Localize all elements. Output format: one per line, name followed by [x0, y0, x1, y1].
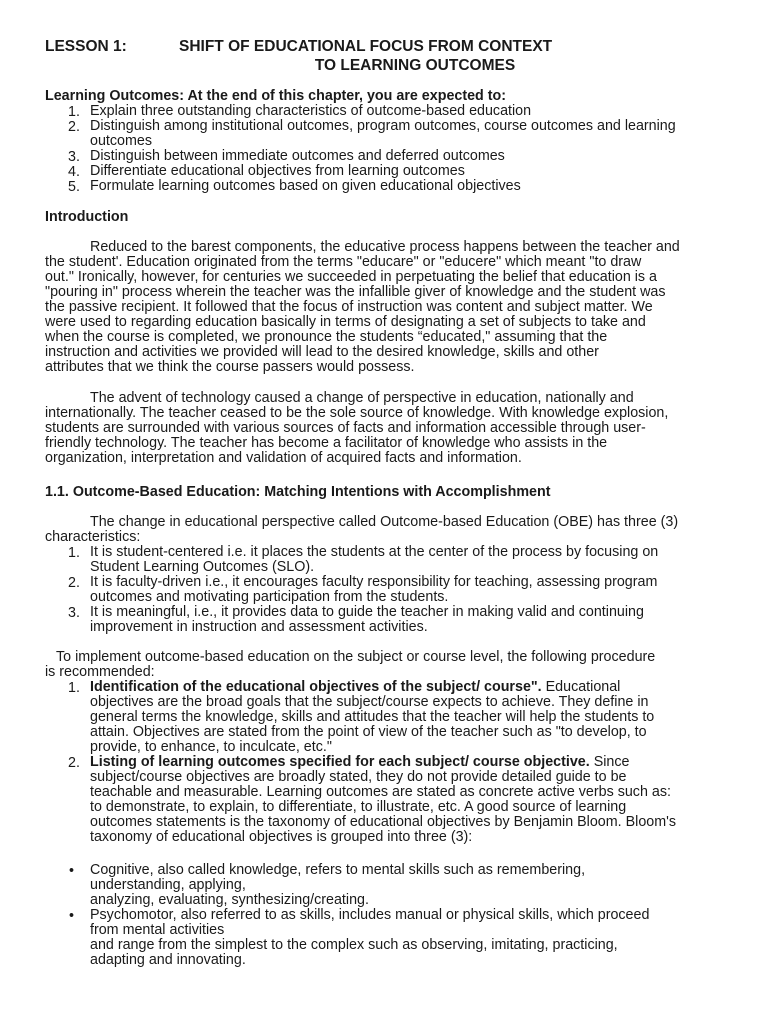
obe-section: 1.1. Outcome-Based Education: Matching Intentions with Accomplishment The change in educational perspective called Outcome-based Education (OBE) has three (3) characteristics: 1. It is student-centered i.e. it places the students at the center of the process by focusing on Student Learning Outcomes (SLO). 2. It is faculty-driven i.e., it encourages faculty responsibility for teaching, assessing program outcomes and motivating participation from the students. 3. It is meaningful, i.e., it provides data to guide the teacher in making valid and continuing improvement in instruction and assessment activities. To implement outcome-based education on the subject or course level, the following procedure is recommended: 1. Identification of the educational objectives of the subject/ course". Educational objectives are the broad goals that the subject/course expects to achieve. They define in general terms the knowledge, skills and attitudes that the teacher will help the students to attain. Objectives are stated from the point of view of the teacher such as "to develop, to provide, to enhance, to inculcate, etc." 2. Listing of learning outcomes specified for each subject/ course objective. Since subject/course objectives are broadly stated, they do not provide detailed guide to be teachable and measurable. Learning outcomes are stated as concrete active verbs such as: to demonstrate, to explain, to differentiate, to illustrate, etc. A good source of learning outcomes statements is the taxonomy of educational objectives by Benjamin Bloom. Bloom's taxonomy of educational objectives is grouped into three (3): • Cognitive, also called knowledge, refers to mental skills such as remembering, understanding, applying, analyzing, evaluating, synthesizing/creating. • Psychomotor, also referred to as skills, includes manual or physical skills, which proceed from mental activities and range from the simplest to the complex such as observing, imitating, practicing, adapting and innovating. [45, 485, 735, 968]
list-item: 3. Distinguish between immediate outcomes and deferred outcomes [68, 148, 505, 165]
learning-outcomes-section [45, 89, 735, 194]
lesson-title [45, 37, 735, 75]
bullet-icon: • [69, 863, 75, 879]
obe-intro: The change in educational perspective called Outcome-based Education (OBE) has three (3) [90, 514, 679, 530]
list-item: 1. Explain three outstanding characteristics of outcome-based education [68, 103, 532, 120]
intro-paragraph-2: The advent of technology caused a change of perspective in education, nationally and internationally. The teacher ceased to be the sole source of knowledge. With knowledge explosion, students are surrounded with various sources of facts and information accessible through user- friendly technology. The teacher has become a facilitator of knowledge who assists in the organization, interpretation and validation of acquired facts and information. [45, 390, 669, 466]
bullet-item: • Cognitive, also called knowledge, refers to mental skills such as remembering, understanding, applying, analyzing, evaluating, synthesizing/creating. [69, 862, 586, 908]
list-item: 1. It is student-centered i.e. it places the students at the center of the process by focusing on Student Learning Outcomes (SLO). [68, 544, 659, 575]
procedure-item: 2. Listing of learning outcomes specified for each subject/ course objective. Since subject/course objectives are broadly stated, they do not provide detailed guide to be teachable and measurable. Learning outcomes are stated as concrete active verbs such as: to demonstrate, to explain, to differentiate, to illustrate, etc. A good source of learning outcomes statements is the taxonomy of educational objectives by Benjamin Bloom. Bloom's taxonomy of educational objectives is grouped into three (3): [68, 754, 677, 845]
list-item: 5. Formulate learning outcomes based on given educational objectives [68, 178, 521, 195]
introduction-heading: Introduction [45, 209, 129, 225]
lesson-title-line2: TO LEARNING OUTCOMES [314, 57, 516, 74]
lesson-number: LESSON 1: [45, 38, 127, 55]
procedure-item: 1. Identification of the educational objectives of the subject/ course". Educational objectives are the broad goals that the subject/course expects to achieve. They define in general terms the knowledge, skills and attitudes that the teacher will help the students to attain. Objectives are stated from the point of view of the teacher such as "to develop, to provide, to enhance, to inculcate, etc." [68, 679, 655, 755]
list-item: 2. It is faculty-driven i.e., it encourages faculty responsibility for teaching, assessing program outcomes and motivating participation from the students. [68, 574, 658, 605]
lesson-title-line1: SHIFT OF EDUCATIONAL FOCUS FROM CONTEXT [179, 38, 553, 55]
intro-paragraph-1: Reduced to the barest components, the educative process happens between the teacher and the student'. Education originated from the terms "educare" or "educere" which meant "to draw out." Ironically, however, for centuries we succeeded in perpetuating the belief that education is a "pouring in" process wherein the teacher was the infallible giver of knowledge and the student was the passive recipient. It followed that the focus of instruction was content and subject matter. We were used to regarding education basically in terms of designating a set of subjects to take and when the course is completed, we pronounce the students “educated," assuming that the instruction and activities we provided will lead to the desired knowledge, skills and other attributes that we think the course passers would possess. [45, 239, 680, 375]
list-item: 3. It is meaningful, i.e., it provides data to guide the teacher in making valid and continuing improvement in instruction and assessment activities. [68, 604, 644, 635]
list-item: 2. Distinguish among institutional outcomes, program outcomes, course outcomes and learning outcomes [68, 118, 676, 149]
learning-outcomes-heading: Learning Outcomes: At the end of this chapter, you are expected to: [45, 88, 507, 104]
list-item: 4. Differentiate educational objectives from learning outcomes [68, 163, 465, 180]
bullet-item: • Psychomotor, also referred to as skills, includes manual or physical skills, which proceed from mental activities and range from the simplest to the complex such as observing, imitating, practicing, adapting and innovating. [69, 907, 650, 968]
introduction-section [45, 210, 735, 466]
obe-heading: 1.1. Outcome-Based Education: Matching Intentions with Accomplishment [45, 484, 551, 500]
bullet-icon: • [69, 908, 75, 924]
procedure-intro: To implement outcome-based education on the subject or course level, the following procedure [56, 649, 656, 665]
